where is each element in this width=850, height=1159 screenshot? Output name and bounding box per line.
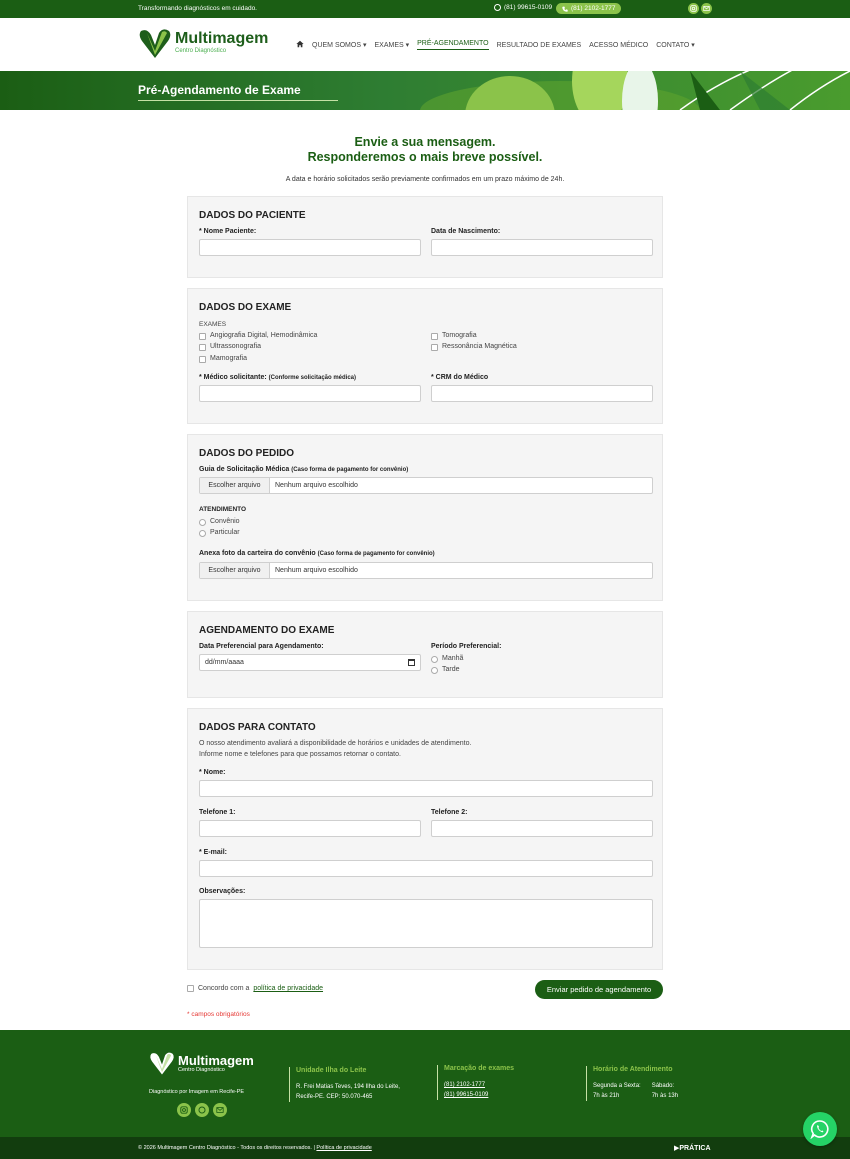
contato-text-1: O nosso atendimento avaliará a disponibilidade de horários e unidades de atendimento.: [199, 740, 472, 747]
medico-label: * Médico solicitante: (Conforme solicitação médica): [199, 374, 356, 381]
crm-input[interactable]: [431, 385, 653, 402]
logo-heart-icon: [138, 27, 172, 59]
nav-pre-agendamento[interactable]: PRÉ-AGENDAMENTO: [417, 40, 488, 50]
logo-subtitle: Centro Diagnóstico: [175, 48, 227, 54]
option-label: Convênio: [210, 518, 240, 525]
footer-description: Diagnóstico por Imagem em Recife-PE: [149, 1089, 245, 1095]
whatsapp-icon[interactable]: [195, 1103, 209, 1117]
contato-text-2: Informe nome e telefones para que possamos retornar o contato.: [199, 751, 401, 758]
footer-col-marcacao: Marcação de exames (81) 2102-1777 (81) 99615-0109: [437, 1065, 514, 1100]
page-banner: [0, 71, 850, 110]
footer-whatsapp-link[interactable]: (81) 99615-0109: [444, 1092, 489, 1098]
option-label: Ressonância Magnética: [442, 343, 517, 350]
email-icon[interactable]: [701, 3, 712, 14]
privacy-checkbox[interactable]: [187, 985, 194, 992]
copyright-bar: [0, 1137, 850, 1159]
crm-label: * CRM do Médico: [431, 374, 489, 381]
required-note: * campos obrigatórios: [187, 1011, 250, 1018]
submit-button[interactable]: Enviar pedido de agendamento: [535, 980, 663, 999]
carteira-label: Anexa foto da carteira do convênio (Caso forma de pagamento for convênio): [199, 550, 435, 557]
top-bar: [0, 0, 850, 18]
radio-manha[interactable]: [431, 656, 438, 663]
intro-heading-1: Envie a sua mensagem.: [354, 135, 496, 149]
section-title: DADOS DO PACIENTE: [199, 210, 306, 221]
whatsapp-phone-link[interactable]: (81) 99615-0109: [494, 4, 552, 11]
footer-phone-link[interactable]: (81) 2102-1777: [444, 1082, 486, 1088]
nome-paciente-input[interactable]: [199, 239, 421, 256]
nome-paciente-label: * Nome Paciente:: [199, 228, 257, 235]
nav-acesso-medico[interactable]: ACESSO MÉDICO: [589, 41, 649, 49]
instagram-icon[interactable]: [688, 3, 699, 14]
section-paciente: [187, 196, 663, 278]
option-label: Angiografia Digital, Hemodinâmica: [210, 332, 318, 339]
logo[interactable]: [138, 27, 268, 59]
checkbox-mamografia[interactable]: [199, 356, 206, 363]
footer-col-unidade: Unidade Ilha do Leite R. Frei Matias Teves, 194 Ilha do Leite, Recife-PE. CEP: 50.070-465: [289, 1067, 400, 1102]
radio-particular[interactable]: [199, 530, 206, 537]
chevron-down-icon: ▾: [691, 42, 695, 49]
section-title: DADOS DO PEDIDO: [199, 448, 295, 459]
site-header: [0, 18, 850, 71]
instagram-icon[interactable]: [177, 1103, 191, 1117]
copyright-text: © 2026 Multimagem Centro Diagnóstico - Todos os direitos reservados. | Política de privacidade: [138, 1145, 372, 1151]
home-icon[interactable]: [296, 40, 304, 50]
file-status: Nenhum arquivo escolhido: [275, 482, 358, 489]
radio-tarde[interactable]: [431, 667, 438, 674]
whatsapp-icon: [494, 4, 501, 11]
chevron-down-icon: ▾: [405, 42, 410, 49]
footer-privacy-link[interactable]: Política de privacidade: [316, 1145, 372, 1151]
logo-heart-icon: [149, 1050, 175, 1076]
email-label: * E-mail:: [199, 849, 228, 856]
privacy-link[interactable]: política de privacidade: [253, 985, 324, 992]
intro-note: A data e horário solicitados serão previamente confirmados em um prazo máximo de 24h.: [285, 176, 565, 183]
option-label: Particular: [210, 529, 240, 536]
main-nav: [296, 40, 695, 50]
footer-col-horario: Horário de Atendimento Segunda a Sexta: 7h às 21h Sábado: 7h às 13h: [586, 1066, 678, 1101]
file-choose-button[interactable]: Escolher arquivo: [200, 563, 270, 578]
section-pedido: [187, 434, 663, 601]
page-title: Pré-Agendamento de Exame: [138, 83, 301, 97]
telefone2-input[interactable]: [431, 820, 653, 837]
telefone1-label: Telefone 1:: [199, 809, 236, 816]
exames-label: EXAMES: [199, 321, 227, 328]
observacoes-textarea[interactable]: [199, 899, 653, 948]
nav-resultado-exames[interactable]: RESULTADO DE EXAMES: [496, 41, 582, 49]
privacy-agree: Concordo com a política de privacidade: [187, 985, 323, 992]
section-title: AGENDAMENTO DO EXAME: [199, 625, 335, 636]
nav-exames[interactable]: EXAMES ▾: [374, 42, 410, 49]
whatsapp-icon: [810, 1119, 830, 1139]
footer-logo[interactable]: Multimagem Centro Diagnóstico: [149, 1050, 254, 1076]
data-preferencial-label: Data Preferencial para Agendamento:: [199, 643, 324, 650]
telefone1-input[interactable]: [199, 820, 421, 837]
data-nascimento-label: Data de Nascimento:: [431, 228, 501, 235]
data-nascimento-input[interactable]: [431, 239, 653, 256]
checkbox-ressonancia[interactable]: [431, 344, 438, 351]
whatsapp-float-button[interactable]: [803, 1112, 837, 1146]
nav-quem-somos[interactable]: QUEM SOMOS ▾: [312, 42, 367, 49]
checkbox-angiografia[interactable]: [199, 333, 206, 340]
phone-link[interactable]: (81) 2102-1777: [556, 3, 621, 14]
telefone2-label: Telefone 2:: [431, 809, 468, 816]
site-footer: [0, 1030, 850, 1137]
carteira-file-input[interactable]: [199, 562, 653, 579]
calendar-icon[interactable]: [408, 659, 415, 666]
periodo-label: Período Preferencial:: [431, 643, 502, 650]
section-title: DADOS PARA CONTATO: [199, 722, 316, 733]
phone-icon: [562, 6, 568, 12]
section-agendamento: [187, 611, 663, 698]
option-label: Tarde: [442, 666, 460, 673]
chevron-down-icon: ▾: [362, 42, 367, 49]
guia-label: Guia de Solicitação Médica (Caso forma de pagamento for convênio): [199, 466, 409, 473]
option-label: Tomografia: [442, 332, 477, 339]
banner-decoration: [0, 71, 850, 110]
file-choose-button[interactable]: Escolher arquivo: [200, 478, 270, 493]
intro-heading-2: Responderemos o mais breve possível.: [307, 150, 543, 164]
logo-name: Multimagem: [175, 30, 269, 47]
nome-input[interactable]: [199, 780, 653, 797]
nav-contato[interactable]: CONTATO ▾: [656, 42, 695, 49]
option-label: Ultrassonografia: [210, 343, 261, 350]
nome-label: * Nome:: [199, 769, 226, 776]
guia-file-input[interactable]: [199, 477, 653, 494]
atendimento-label: ATENDIMENTO: [199, 506, 247, 513]
section-exame: [187, 288, 663, 424]
data-preferencial-input[interactable]: dd/mm/aaaa: [199, 654, 421, 671]
section-title: DADOS DO EXAME: [199, 302, 292, 313]
checkbox-ultrassonografia[interactable]: [199, 344, 206, 351]
medico-input[interactable]: [199, 385, 421, 402]
section-contato: [187, 708, 663, 970]
tagline: Transformando diagnósticos em cuidado.: [138, 5, 257, 12]
play-icon: ▶: [674, 1145, 680, 1152]
radio-convenio[interactable]: [199, 519, 206, 526]
observacoes-label: Observações:: [199, 888, 246, 895]
file-status: Nenhum arquivo escolhido: [275, 567, 358, 574]
developer-logo[interactable]: ▶PRÁTICA: [674, 1145, 711, 1152]
title-underline: [138, 100, 338, 101]
email-icon[interactable]: [213, 1103, 227, 1117]
option-label: Mamografia: [210, 355, 247, 362]
email-input[interactable]: [199, 860, 653, 877]
option-label: Manhã: [442, 655, 464, 662]
checkbox-tomografia[interactable]: [431, 333, 438, 340]
